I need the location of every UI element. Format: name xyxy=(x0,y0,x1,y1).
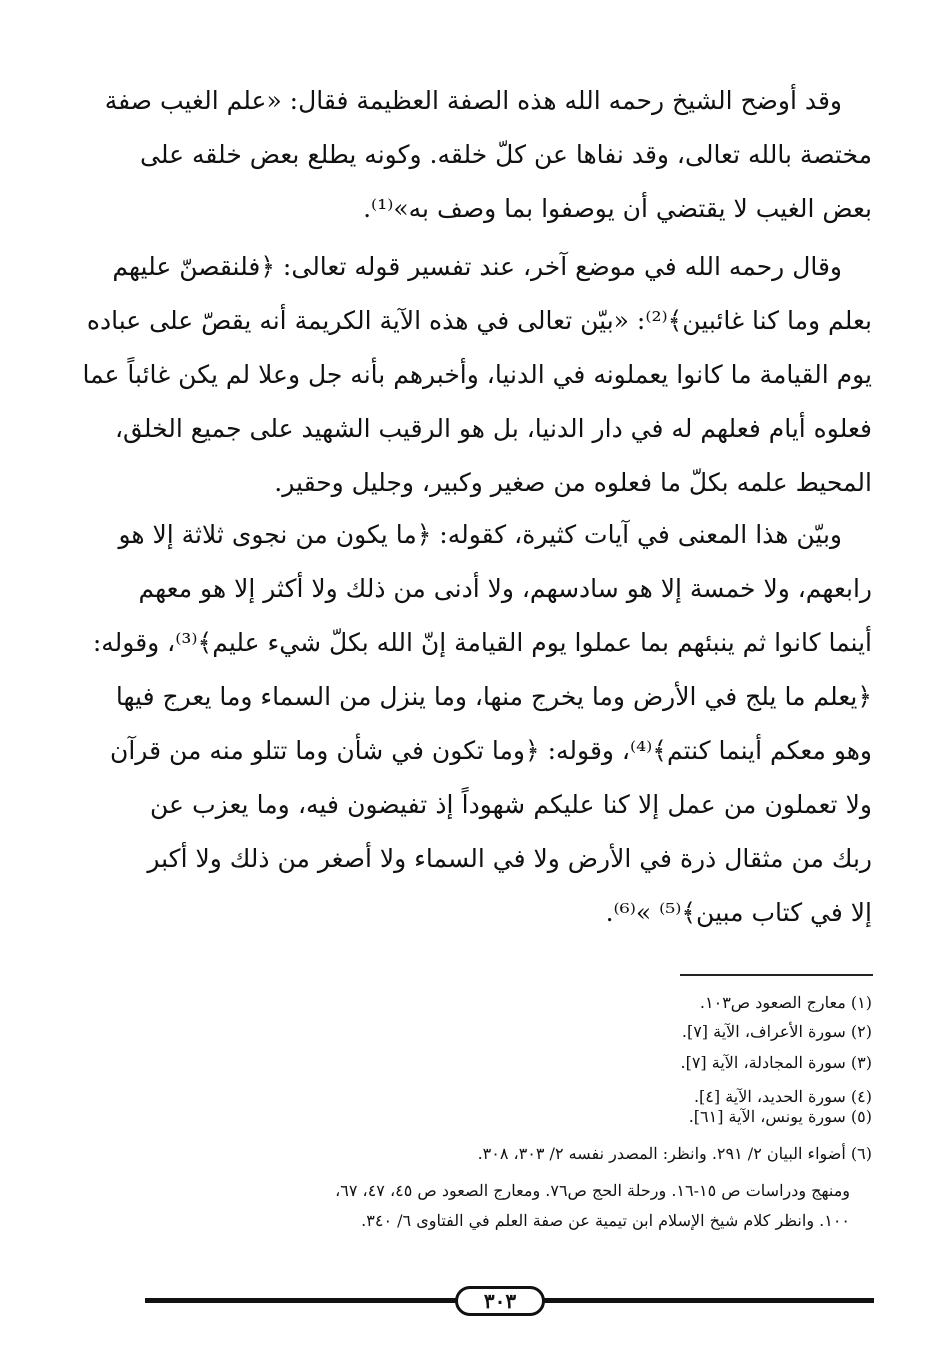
text-line: بعلم وما كنا غائبين﴾⁽²⁾: «بيّن تعالى في هذه الآية الكريمة أنه يقصّ على عباده xyxy=(86,306,872,335)
footer-rule-left xyxy=(145,1298,460,1303)
text-line: وهو معكم أينما كنتم﴾⁽⁴⁾، وقوله: ﴿وما تكون في شأن وما تتلو منه من قرآن xyxy=(110,736,872,765)
text-line: المحيط علمه بكلّ ما فعلوه من صغير وكبير، وجليل وحقير. xyxy=(274,468,872,497)
text-line: وقد أوضح الشيخ رحمه الله هذه الصفة العظيمة فقال: «علم الغيب صفة xyxy=(104,86,842,115)
footnote-5: (٥) سورة يونس، الآية [٦١]. xyxy=(688,1107,872,1126)
text-line: أينما كانوا ثم ينبئهم بما عملوا يوم القيامة إنّ الله بكلّ شيء عليم﴾⁽³⁾، وقوله: xyxy=(92,628,872,657)
footnote-6-continued: ١٠٠. وانظر كلام شيخ الإسلام ابن تيمية عن صفة العلم في الفتاوى ٦/ ٣٤٠. xyxy=(361,1211,850,1230)
text-line: إلا في كتاب مبين﴾⁽⁵⁾ »⁽⁶⁾. xyxy=(605,898,872,927)
footnote-6: (٦) أضواء البيان ٢/ ٢٩١. وانظر: المصدر نفسه ٢/ ٣٠٣، ٣٠٨. xyxy=(477,1144,872,1163)
footnote-6-continued: ومنهج ودراسات ص ١٥-١٦. ورحلة الحج ص٧٦. ومعارج الصعود ص ٤٥، ٤٧، ٦٧، xyxy=(335,1181,850,1200)
footnote-4: (٤) سورة الحديد، الآية [٤]. xyxy=(693,1087,872,1106)
text-line: ربك من مثقال ذرة في الأرض ولا في السماء ولا أصغر من ذلك ولا أكبر xyxy=(147,844,872,873)
page-number: ٣٠٣ xyxy=(455,1286,545,1316)
text-line: مختصة بالله تعالى، وقد نفاها عن كلّ خلقه. وكونه يطلع بعض خلقه على xyxy=(140,140,872,169)
text-line: بعض الغيب لا يقتضي أن يوصفوا بما وصف به»⁽¹⁾. xyxy=(363,194,872,223)
text-line: يوم القيامة ما كانوا يعملونه في الدنيا، وأخبرهم بأنه جل وعلا لم يكن غائباً عما xyxy=(82,360,872,389)
text-line: ﴿يعلم ما يلج في الأرض وما يخرج منها، وما ينزل من السماء وما يعرج فيها xyxy=(115,682,872,711)
footnote-separator xyxy=(680,974,873,976)
text-line: رابعهم، ولا خمسة إلا هو سادسهم، ولا أدنى من ذلك ولا أكثر إلا هو معهم xyxy=(138,574,872,603)
paragraph-1 xyxy=(104,74,872,236)
footnote-3: (٣) سورة المجادلة، الآية [٧]. xyxy=(680,1053,872,1072)
paragraph-2 xyxy=(82,240,872,510)
footer-rule-right xyxy=(541,1298,874,1303)
text-line: ولا تعملون من عمل إلا كنا عليكم شهوداً إذ تفيضون فيه، وما يعزب عن xyxy=(150,790,872,819)
text-line: فعلوه أيام فعلهم له في دار الدنيا، بل هو الرقيب الشهيد على جميع الخلق، xyxy=(114,414,872,443)
footnote-2: (٢) سورة الأعراف، الآية [٧]. xyxy=(681,1022,872,1041)
footnote-1: (١) معارج الصعود ص١٠٣. xyxy=(699,993,872,1012)
text-line: وقال رحمه الله في موضع آخر، عند تفسير قوله تعالى: ﴿فلنقصنّ عليهم xyxy=(112,252,842,281)
text-line: وبيّن هذا المعنى في آيات كثيرة، كقوله: ﴿ما يكون من نجوى ثلاثة إلا هو xyxy=(118,520,842,549)
paragraph-3 xyxy=(92,508,872,940)
